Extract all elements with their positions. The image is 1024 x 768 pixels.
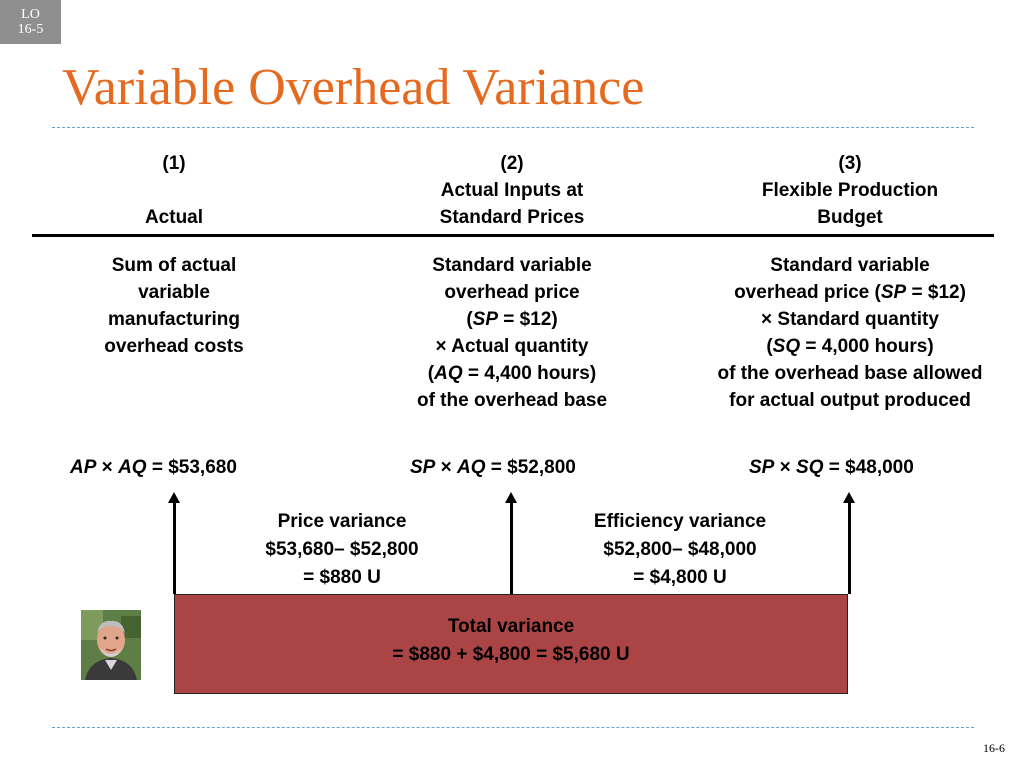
sp-value: = $12) xyxy=(906,282,966,303)
aq-symbol: AQ xyxy=(118,457,147,478)
column-2-header xyxy=(392,150,632,231)
col3-desc-line xyxy=(682,279,1018,306)
col2-desc-line: (AQ = 4,400 hours) xyxy=(427,363,597,384)
col1-desc-line: variable xyxy=(138,282,210,303)
column-2-number: (2) xyxy=(500,153,524,174)
aq-value: = 4,400 hours) xyxy=(462,363,597,384)
col2-desc-line: of the overhead base xyxy=(416,390,608,411)
sq-symbol: SQ xyxy=(796,457,824,478)
column-1-heading-line1 xyxy=(74,177,274,204)
price-variance-label: Price variance xyxy=(277,511,407,532)
sq-symbol: SQ xyxy=(772,336,801,357)
column-1-heading-line2: Actual xyxy=(144,207,204,228)
top-dashed-divider xyxy=(52,127,974,128)
col2-desc-line: overhead price xyxy=(444,282,580,303)
column-3-heading-line2: Budget xyxy=(817,207,883,228)
col1-desc-line: manufacturing xyxy=(108,309,240,330)
col3-desc-line: of the overhead base allowed xyxy=(717,363,983,384)
aq-symbol: AQ xyxy=(434,363,463,384)
col3-desc-line: (SQ = 4,000 hours) xyxy=(766,336,934,357)
total-variance-box xyxy=(174,594,848,694)
slide-title: Variable Overhead Variance xyxy=(62,59,645,116)
header-rule xyxy=(32,234,994,237)
times-sign: × xyxy=(96,457,119,478)
sp-symbol: SP xyxy=(880,282,907,303)
lo-badge xyxy=(0,0,61,44)
column-3-number: (3) xyxy=(838,153,862,174)
col2-desc-line: Standard variable xyxy=(432,255,592,276)
column-1-number: (1) xyxy=(162,153,186,174)
price-variance-result: = $880 U xyxy=(303,567,381,588)
column-1-header xyxy=(74,150,274,231)
column-2-heading-line1: Actual Inputs at xyxy=(440,180,584,201)
arrow-up-icon xyxy=(510,500,513,594)
column-3-description xyxy=(682,252,1018,414)
col1-desc-line: overhead costs xyxy=(104,336,244,357)
lo-badge-line1: LO xyxy=(21,7,40,22)
efficiency-variance-result: = $4,800 U xyxy=(633,567,727,588)
person-portrait-icon xyxy=(81,610,141,680)
total-variance-result: = $880 + $4,800 = $5,680 U xyxy=(392,644,630,665)
times-sign: × xyxy=(435,457,458,478)
formula-result: = $53,680 xyxy=(146,457,237,478)
efficiency-variance-label: Efficiency variance xyxy=(593,511,767,532)
col3-desc-line: for actual output produced xyxy=(729,390,971,411)
formula-result: = $52,800 xyxy=(485,457,576,478)
col3-desc-line: × Standard quantity xyxy=(761,309,939,330)
efficiency-variance-block xyxy=(560,508,800,592)
page-number: 16-6 xyxy=(983,741,1005,755)
price-prefix: overhead price ( xyxy=(734,282,881,303)
sp-symbol: SP xyxy=(410,457,436,478)
col2-desc-line: × Actual quantity xyxy=(435,336,589,357)
price-variance-calc: $53,680– $52,800 xyxy=(265,539,419,560)
efficiency-variance-calc: $52,800– $48,000 xyxy=(603,539,757,560)
sq-value: = 4,000 hours) xyxy=(800,336,934,357)
formula-flexible-budget xyxy=(749,457,914,479)
arrow-up-icon xyxy=(848,500,851,594)
column-3-heading-line1: Flexible Production xyxy=(761,180,939,201)
times-sign: × xyxy=(774,457,797,478)
col2-desc-line: (SP = $12) xyxy=(466,309,558,330)
bottom-dashed-divider xyxy=(52,727,974,728)
sp-value: = $12) xyxy=(498,309,558,330)
price-variance-block xyxy=(222,508,462,592)
formula-result: = $48,000 xyxy=(823,457,914,478)
lo-badge-line2: 16-5 xyxy=(17,22,44,37)
ap-symbol: AP xyxy=(70,457,97,478)
col3-desc-line: Standard variable xyxy=(770,255,930,276)
sp-symbol: SP xyxy=(749,457,775,478)
aq-symbol: AQ xyxy=(457,457,486,478)
formula-actual xyxy=(70,457,237,479)
column-2-heading-line2: Standard Prices xyxy=(439,207,585,228)
sp-symbol: SP xyxy=(472,309,498,330)
column-3-header xyxy=(720,150,980,231)
arrow-up-icon xyxy=(173,500,176,594)
col1-desc-line: Sum of actual xyxy=(111,255,237,276)
formula-actual-inputs xyxy=(410,457,576,479)
column-1-description xyxy=(64,252,284,360)
total-variance-label: Total variance xyxy=(447,616,575,637)
presenter-photo xyxy=(81,610,141,680)
column-2-description xyxy=(382,252,642,414)
